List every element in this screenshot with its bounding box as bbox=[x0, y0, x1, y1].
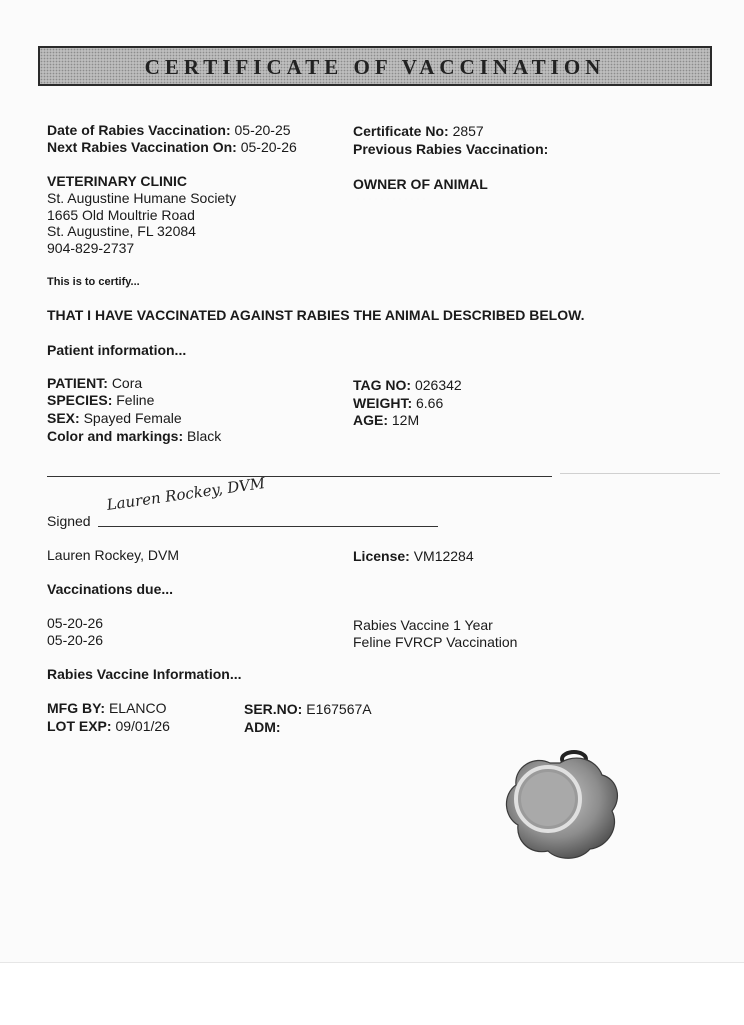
section-divider bbox=[47, 476, 552, 477]
previous-rabies-label: Previous Rabies Vaccination: bbox=[353, 141, 549, 157]
clinic-phone: 904-829-2737 bbox=[47, 240, 135, 256]
species-value: Feline bbox=[116, 392, 155, 408]
age-value: 12M bbox=[391, 412, 420, 428]
age-label: AGE: bbox=[353, 412, 388, 428]
next-rabies-value: 05-20-26 bbox=[240, 139, 297, 155]
certificate-no-label: Certificate No: bbox=[353, 123, 449, 139]
clinic-address-line1: 1665 Old Moultrie Road bbox=[47, 207, 195, 223]
weight-value: 6.66 bbox=[416, 395, 444, 411]
color-value: Black bbox=[187, 428, 222, 444]
sex-value: Spayed Female bbox=[83, 410, 182, 426]
rabies-info-label: Rabies Vaccine Information... bbox=[47, 666, 242, 682]
signed-label: Signed bbox=[47, 513, 91, 529]
rabies-date-value: 05-20-25 bbox=[234, 122, 291, 138]
patient-section-label: Patient information... bbox=[47, 342, 187, 358]
mfg-value: ELANCO bbox=[108, 700, 167, 716]
rabies-date-label: Date of Rabies Vaccination: bbox=[47, 122, 231, 138]
sex-label: SEX: bbox=[47, 410, 80, 426]
certify-statement: THAT I HAVE VACCINATED AGAINST RABIES THE ANIMAL DESCRIBED BELOW. bbox=[47, 307, 585, 323]
rabies-date-row bbox=[47, 122, 291, 139]
license-row bbox=[353, 548, 474, 565]
sex-row bbox=[47, 410, 182, 427]
certificate-no-value: 2857 bbox=[452, 123, 484, 139]
handwritten-signature: Lauren Rockey, DVM bbox=[105, 473, 267, 514]
patient-row bbox=[47, 375, 142, 392]
lot-exp-label: LOT EXP: bbox=[47, 718, 112, 734]
vaccinations-due-label: Vaccinations due... bbox=[47, 581, 174, 597]
license-value: VM12284 bbox=[413, 548, 474, 564]
due-date-2: 05-20-26 bbox=[47, 632, 104, 648]
clinic-name: St. Augustine Humane Society bbox=[47, 190, 237, 206]
serial-row bbox=[244, 701, 372, 718]
clinic-heading: VETERINARY CLINIC bbox=[47, 173, 188, 189]
serial-label: SER.NO: bbox=[244, 701, 303, 717]
license-label: License: bbox=[353, 548, 410, 564]
lot-exp-value: 09/01/26 bbox=[115, 718, 170, 734]
certificate-title: CERTIFICATE OF VACCINATION bbox=[144, 55, 606, 79]
lot-exp-row bbox=[47, 718, 170, 735]
certify-intro: This is to certify... bbox=[47, 276, 140, 288]
next-rabies-label: Next Rabies Vaccination On: bbox=[47, 139, 237, 155]
certificate-no-row bbox=[353, 123, 484, 140]
tag-value: 026342 bbox=[414, 377, 462, 393]
adm-label: ADM: bbox=[244, 719, 281, 735]
weight-label: WEIGHT: bbox=[353, 395, 413, 411]
due-date-1: 05-20-26 bbox=[47, 615, 104, 631]
signature-line bbox=[98, 526, 438, 527]
tag-label: TAG NO: bbox=[353, 377, 412, 393]
tag-row bbox=[353, 377, 462, 394]
vet-name: Lauren Rockey, DVM bbox=[47, 547, 180, 563]
patient-value: Cora bbox=[111, 375, 143, 391]
species-row bbox=[47, 392, 154, 409]
rabies-tag-image bbox=[498, 745, 622, 863]
color-label: Color and markings: bbox=[47, 428, 184, 444]
weight-row bbox=[353, 395, 443, 412]
owner-faded-text bbox=[355, 198, 425, 200]
species-label: SPECIES: bbox=[47, 392, 113, 408]
color-row bbox=[47, 428, 221, 445]
faint-divider bbox=[560, 473, 720, 474]
patient-label: PATIENT: bbox=[47, 375, 108, 391]
owner-heading: OWNER OF ANIMAL bbox=[353, 176, 488, 192]
age-row bbox=[353, 412, 419, 429]
serial-value: E167567A bbox=[306, 701, 372, 717]
mfg-label: MFG BY: bbox=[47, 700, 106, 716]
scan-footer-area bbox=[0, 962, 744, 1025]
title-banner bbox=[38, 46, 712, 86]
due-vaccine-1: Rabies Vaccine 1 Year bbox=[353, 617, 493, 633]
mfg-row bbox=[47, 700, 167, 717]
due-vaccine-2: Feline FVRCP Vaccination bbox=[353, 634, 518, 650]
next-rabies-row bbox=[47, 139, 297, 156]
clinic-address-line2: St. Augustine, FL 32084 bbox=[47, 223, 196, 239]
